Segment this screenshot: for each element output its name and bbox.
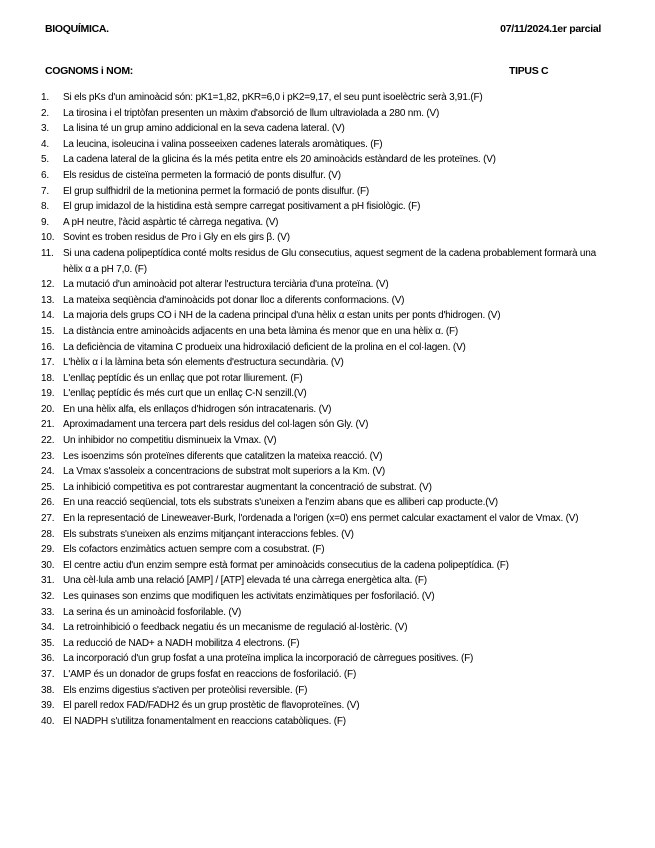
question-text: El grup sulfhidril de la metionina permet la formació de ponts disulfur. (F) [63,185,370,197]
question-number: 35. [41,637,55,649]
question-item [41,433,606,449]
question-text: L'hèlix α i la làmina beta són elements d'estructura secundària. (V) [63,357,344,369]
question-text: El NADPH s'utilitza fonamentalment en reaccions catabòliques. (F) [63,715,346,727]
question-number: 3. [41,123,49,135]
question-number: 21. [41,419,55,431]
question-number: 4. [41,138,49,150]
question-item [41,449,606,465]
question-text: La leucina, isoleucina i valina posseeixen cadenes laterals aromàtiques. (F) [63,138,383,150]
question-number: 31. [41,575,55,587]
question-item [41,90,606,106]
question-item [41,495,606,511]
question-item [41,605,606,621]
question-number: 16. [41,341,55,353]
question-item [41,542,606,558]
question-text: Els substrats s'uneixen als enzims mitjançant interaccions febles. (V) [63,528,354,540]
question-text: Els residus de cisteïna permeten la formació de ponts disulfur. (V) [63,169,341,181]
question-number: 24. [41,466,55,478]
question-number: 15. [41,325,55,337]
question-number: 8. [41,201,49,213]
question-number: 30. [41,559,55,571]
question-text: La majoria dels grups CO i NH de la cadena principal d'una hèlix α estan units per ponts d'hidrogen. (V) [63,310,501,322]
question-text: La Vmax s'assoleix a concentracions de substrat molt superiors a la Km. (V) [63,466,386,478]
question-text: Els cofactors enzimàtics actuen sempre com a cosubstrat. (F) [63,544,325,556]
question-number: 25. [41,481,55,493]
question-number: 18. [41,372,55,384]
question-item [41,589,606,605]
question-item [41,199,606,215]
question-item [41,417,606,433]
question-item [41,511,606,527]
question-number: 12. [41,279,55,291]
question-number: 9. [41,216,49,228]
question-text: El grup imidazol de la histidina està sempre carregat positivament a pH fisiològic. (F) [63,201,421,213]
question-item [41,402,606,418]
question-text: A pH neutre, l'àcid aspàrtic té càrrega negativa. (V) [63,216,279,228]
question-number: 5. [41,154,49,166]
question-text: El parell redox FAD/FADH2 és un grup prostètic de flavoproteïnes. (V) [63,700,360,712]
question-item [41,293,606,309]
question-item [41,667,606,683]
question-item [41,558,606,574]
question-item [41,620,606,636]
question-text: La cadena lateral de la glicina és la més petita entre els 20 aminoàcids estàndard de les proteïnes. (V) [63,154,496,166]
question-item [41,106,606,122]
question-text: Aproximadament una tercera part dels residus del col·lagen són Gly. (V) [63,419,369,431]
question-number: 27. [41,513,55,525]
question-item [41,386,606,402]
question-number: 6. [41,169,49,181]
question-number: 22. [41,435,55,447]
question-item [41,651,606,667]
question-text: El centre actiu d'un enzim sempre està format per aminoàcids consecutius de la cadena polipeptídica. (F) [63,559,509,571]
question-number: 11. [41,247,54,259]
question-text: La mateixa seqüència d'aminoàcids pot donar lloc a diferents conformacions. (V) [63,294,405,306]
question-text: La incorporació d'un grup fosfat a una proteïna implica la incorporació de càrregues positives. (F) [63,653,474,665]
question-item [41,527,606,543]
question-item [41,683,606,699]
question-list [41,90,606,729]
question-text: L'enllaç peptídic és un enllaç que pot rotar lliurement. (F) [63,372,303,384]
question-text: Si els pKs d'un aminoàcid són: pK1=1,82, pKR=6,0 i pK2=9,17, el seu punt isoelèctric serà 3,91.(F) [63,92,483,103]
question-text: La tirosina i el triptòfan presenten un màxim d'absorció de llum ultraviolada a 280 nm. (V) [63,107,440,119]
question-item [41,152,606,168]
question-number: 17. [41,357,55,369]
question-text: L'AMP és un donador de grups fosfat en reaccions de fosforilació. (F) [63,668,357,680]
question-item [41,121,606,137]
question-item [41,464,606,480]
question-item [41,230,606,246]
question-number: 38. [41,684,55,696]
question-item [41,215,606,231]
question-number: 20. [41,403,55,415]
question-number: 36. [41,653,55,665]
question-text: Sovint es troben residus de Pro i Gly en els girs β. (V) [63,232,290,244]
question-number: 7. [41,185,49,197]
question-item [41,355,606,371]
question-text: La lisina té un grup amino addicional en la seva cadena lateral. (V) [63,123,345,135]
question-text: La reducció de NAD+ a NADH mobilitza 4 electrons. (F) [63,637,300,649]
question-number: 40. [41,715,55,727]
question-item [41,308,606,324]
question-item [41,573,606,589]
question-text: La serina és un aminoàcid fosforilable. (V) [63,606,242,618]
question-item [41,246,606,277]
exam-type: TIPUS C [509,65,549,77]
question-text: Si una cadena polipeptídica conté molts residus de Glu consecutius, aquest segment de la cadena probablement formarà una hèlix α a pH 7,0. (F) [63,247,597,275]
question-text: La deficiència de vitamina C produeix una hidroxilació deficient de la prolina en el col·lagen. (V) [63,341,466,353]
question-number: 34. [41,622,55,634]
question-text: La retroinhibició o feedback negatiu és un mecanisme de regulació al·lostèric. (V) [63,622,408,634]
question-number: 32. [41,591,55,602]
question-item [41,698,606,714]
question-number: 23. [41,450,55,462]
question-number: 1. [41,92,49,103]
question-number: 10. [41,232,55,244]
question-text: En la representació de Lineweaver-Burk, l'ordenada a l'origen (x=0) ens permet calcular exactament el valor de Vmax. (V) [63,513,579,525]
question-number: 28. [41,528,55,540]
question-text: L'enllaç peptídic és més curt que un enllaç C-N senzill.(V) [63,388,307,400]
question-item [41,480,606,496]
question-text: En una reacció seqüencial, tots els substrats s'uneixen a l'enzim abans que es alliberi cap producte.(V) [63,497,498,509]
question-number: 37. [41,668,55,680]
exam-date: 07/11/2024.1er parcial [500,23,601,35]
question-item [41,184,606,200]
subject-title: BIOQUÍMICA. [45,23,109,35]
question-text: La mutació d'un aminoàcid pot alterar l'estructura terciària d'una proteïna. (V) [63,279,389,291]
question-number: 33. [41,606,55,618]
question-text: La inhibició competitiva es pot contrarestar augmentant la concentració de substrat. (V) [63,481,432,493]
question-text: Una cèl·lula amb una relació [AMP] / [ATP] elevada té una càrrega energètica alta. (F) [63,575,427,587]
question-number: 39. [41,700,55,712]
question-item [41,371,606,387]
question-number: 19. [41,388,55,400]
question-item [41,324,606,340]
name-label: COGNOMS i NOM: [45,65,133,77]
question-number: 13. [41,294,55,306]
question-number: 2. [41,107,49,119]
question-text: Les quinases son enzims que modifiquen les activitats enzimàtiques per fosforilació. (V) [63,591,435,602]
question-text: En una hèlix alfa, els enllaços d'hidrogen són intracatenaris. (V) [63,403,332,415]
question-item [41,168,606,184]
question-text: Les isoenzims són proteïnes diferents que catalitzen la mateixa reacció. (V) [63,450,383,462]
question-item [41,714,606,730]
question-item [41,340,606,356]
question-text: La distància entre aminoàcids adjacents en una beta làmina és menor que en una hèlix α. (F) [63,325,459,337]
question-item [41,277,606,293]
question-number: 26. [41,497,55,509]
question-text: Els enzims digestius s'activen per proteòlisi reversible. (F) [63,684,308,696]
question-item [41,636,606,652]
question-number: 14. [41,310,55,322]
question-number: 29. [41,544,55,556]
question-item [41,137,606,153]
question-text: Un inhibidor no competitiu disminueix la Vmax. (V) [63,435,277,447]
